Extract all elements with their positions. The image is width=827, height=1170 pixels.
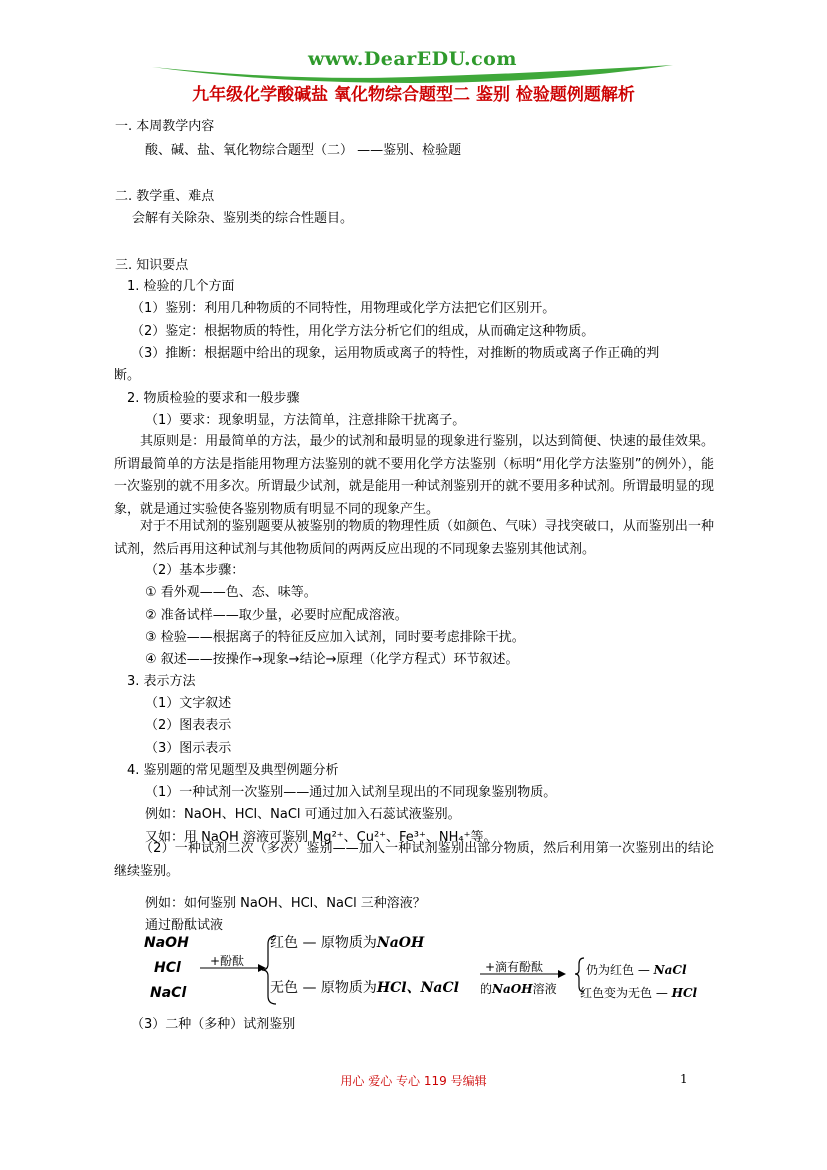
subsection-4: 4. 鉴别题的常见题型及典型例题分析 [127, 763, 339, 778]
page-number: 1 [680, 1072, 688, 1086]
item-infer-cont: 断。 [114, 368, 141, 383]
method-1: （1）文字叙述 [145, 696, 232, 711]
step-3: ③ 检验——根据离子的特征反应加入试剂，同时要考虑排除干扰。 [145, 630, 525, 645]
final-result-2-text: 红色变为无色 — [580, 986, 668, 1000]
substance-nacl: NaCl [150, 985, 187, 1001]
reagent2-top: +滴有酚酞 [485, 960, 544, 974]
result-colorless-text: 无色 — 原物质为 [270, 980, 377, 996]
type-multi-reagent: （3）二种（多种）试剂鉴别 [131, 1017, 296, 1032]
section1-body: 酸、碱、盐、氧化物综合题型（二） ——鉴别、检验题 [145, 143, 462, 158]
final-result-1-substance: NaCl [653, 963, 687, 977]
final-result-1-text: 仍为红色 — [586, 963, 650, 977]
site-url[interactable]: www.DearEDU.com [308, 48, 517, 70]
method-2: （2）图表表示 [145, 718, 232, 733]
result-colorless [270, 979, 459, 997]
requirement-text: （1）要求：现象明显，方法简单，注意排除干扰离子。 [145, 413, 466, 428]
final-result-hcl [580, 984, 697, 1002]
result-red [270, 934, 424, 952]
result-colorless-substances: HCl、NaCl [376, 980, 459, 996]
page-footer: 用心 爱心 专心 119 号编辑 [340, 1074, 487, 1088]
reagent-phenolphthalein: +酚酞 [210, 954, 245, 968]
substance-hcl: HCl [154, 960, 181, 976]
section1-heading: 一. 本周教学内容 [115, 119, 215, 134]
result-red-substance: NaOH [376, 935, 425, 951]
step-4: ④ 叙述——按操作→现象→结论→原理（化学方程式）环节叙述。 [145, 652, 519, 667]
no-reagent-paragraph: 对于不用试剂的鉴别题要从被鉴别的物质的物理性质（如颜色、气味）寻找突破口，从而鉴别出一种试剂，然后再用这种试剂与其他物质间的两两反应出现的不同现象去鉴别其他试剂。 [114, 519, 714, 557]
method-3: （3）图示表示 [145, 741, 232, 756]
example-1: 例如：NaOH、HCl、NaCl 可通过加入石蕊试液鉴别。 [145, 807, 461, 822]
step-1: ① 看外观——色、态、味等。 [145, 585, 317, 600]
type-one-reagent: （1）一种试剂一次鉴别——通过加入试剂呈现出的不同现象鉴别物质。 [145, 785, 557, 800]
subsection-3: 3. 表示方法 [127, 674, 196, 689]
reagent2-bottom [480, 980, 557, 998]
reagent2-suffix: 溶液 [532, 982, 557, 996]
section3-heading: 三. 知识要点 [115, 258, 189, 273]
item-determine: （2）鉴定：根据物质的特性，用化学方法分析它们的组成，从而确定这种物质。 [131, 324, 595, 339]
document-title: 九年级化学酸碱盐 氧化物综合题型二 鉴别 检验题例题解析 [192, 85, 635, 105]
reagent2-substance: NaOH [492, 982, 533, 996]
example-3: 例如：如何鉴别 NaOH、HCl、NaCl 三种溶液？ [145, 896, 426, 911]
subsection-2: 2. 物质检验的要求和一般步骤 [127, 391, 300, 406]
step-2: ② 准备试样——取少量，必要时应配成溶液。 [145, 608, 408, 623]
via-phenolphthalein: 通过酚酞试液 [145, 918, 224, 933]
result-red-text: 红色 — 原物质为 [270, 935, 377, 951]
section2-heading: 二. 教学重、难点 [115, 189, 215, 204]
example-2: 又如：用 NaOH 溶液可鉴别 Mg²⁺、Cu²⁺、Fe³⁺、NH₄⁺等。 [145, 830, 497, 845]
subsection-1: 1. 检验的几个方面 [127, 279, 235, 294]
type-multi-step: （2）一种试剂二次（多次）鉴别——加入一种试剂鉴别出部分物质，然后利用第一次鉴别出的结论继续鉴别。 [114, 841, 714, 879]
identification-flow-diagram [140, 930, 740, 1010]
section2-body: 会解有关除杂、鉴别类的综合性题目。 [132, 211, 354, 226]
item-infer: （3）推断：根据题中给出的现象，运用物质或离子的特性，对推断的物质或离子作正确的判 [131, 346, 660, 361]
steps-heading: （2）基本步骤： [145, 563, 245, 578]
principle-paragraph: 其原则是：用最简单的方法，最少的试剂和最明显的现象进行鉴别，以达到简便、快速的最佳效果。所谓最简单的方法是指能用物理方法鉴别的就不要用化学方法鉴别（标明“用化学方法鉴别”的例外），能一次鉴别的就不用多次。所谓最少试剂，就是能用一种试剂鉴别开的就不要用多种试剂。所谓最明显的现象，就是通过实验使各鉴别物质有明显不同的现象产生。 [114, 434, 714, 517]
substance-naoh: NaOH [144, 935, 189, 951]
item-identify: （1）鉴别：利用几种物质的不同特性，用物理或化学方法把它们区别开。 [131, 301, 556, 316]
reagent2-prefix: 的 [480, 982, 493, 996]
final-result-nacl [586, 961, 687, 979]
final-result-2-substance: HCl [671, 986, 698, 1000]
